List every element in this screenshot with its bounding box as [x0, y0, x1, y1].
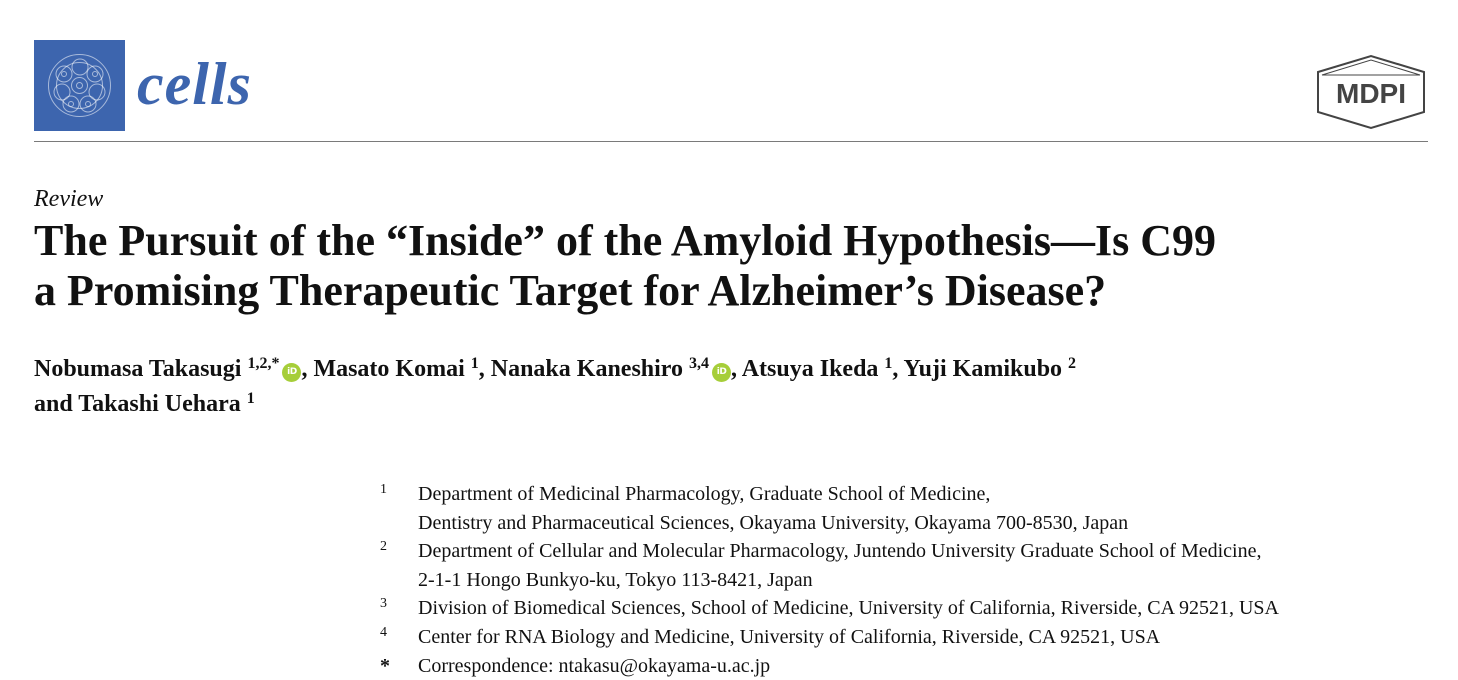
affiliation-line: Dentistry and Pharmaceutical Sciences, Okayama University, Okayama 700-8530, Japan [418, 511, 1129, 534]
affiliation-line: Center for RNA Biology and Medicine, University of California, Riverside, CA 92521, USA [418, 625, 1161, 648]
author-affiliation-marks: 1,2,* [247, 355, 280, 372]
author-separator: , [478, 356, 491, 382]
affiliation-line: Division of Biomedical Sciences, School of Medicine, University of California, Riverside, CA 92521, USA [418, 597, 1279, 620]
orcid-icon[interactable]: iD [282, 363, 301, 382]
title-line-1: The Pursuit of the “Inside” of the Amyloid Hypothesis—Is C99 [34, 216, 1217, 265]
author-separator: , [892, 356, 904, 382]
author-list [34, 352, 1434, 422]
affiliation-marker: 3 [380, 596, 387, 612]
affiliation-marker: 2 [380, 539, 387, 555]
author[interactable]: Masato Komai $^1$ [313, 355, 479, 382]
publisher-logo [1314, 54, 1428, 130]
affiliation-item [380, 594, 1440, 623]
affiliation-marker: 4 [380, 624, 387, 640]
author-affiliation-marks: 2 [1068, 355, 1077, 372]
affiliation-list [380, 480, 1440, 680]
affiliation-line: Department of Medicinal Pharmacology, Graduate School of Medicine, [418, 483, 991, 505]
author[interactable]: Yuji Kamikubo $^2$ [903, 355, 1077, 382]
affiliation-item [380, 623, 1440, 652]
journal-name: cells [137, 51, 252, 117]
header-divider [34, 141, 1428, 142]
correspondence-email[interactable]: Correspondence: ntakasu@okayama-u.ac.jp [418, 654, 771, 677]
author-affiliation-marks: 3,4 [689, 355, 710, 372]
author-affiliation-marks: 1 [470, 355, 479, 372]
article-type: Review [34, 186, 104, 212]
author-separator: , [731, 356, 742, 382]
author[interactable]: Nobumasa Takasugi $^{1,2,*}$ iD [34, 356, 301, 382]
author-affiliation-marks: 1 [246, 390, 255, 407]
affiliation-item [380, 537, 1440, 594]
affiliation-marker: 1 [380, 482, 387, 497]
author[interactable]: and Takashi Uehara $^1$ [34, 390, 255, 417]
affiliation-line: 2-1-1 Hongo Bunkyo-ku, Tokyo 113-8421, Japan [418, 568, 813, 591]
affiliation-line: Department of Cellular and Molecular Pharmacology, Juntendo University Graduate School of Medicine, [418, 540, 1262, 563]
author-affiliation-marks: 1 [884, 355, 893, 372]
article-title [34, 216, 1434, 316]
author[interactable]: Atsuya Ikeda $^1$ [741, 355, 893, 382]
author-separator: , [301, 356, 314, 382]
affiliation-item [380, 480, 1440, 537]
orcid-icon[interactable]: iD [712, 363, 731, 382]
publisher-name: MDPI [1336, 78, 1406, 109]
journal-logo-icon [34, 40, 125, 131]
correspondence-marker: * [380, 654, 390, 677]
title-line-2: a Promising Therapeutic Target for Alzheimer’s Disease? [34, 266, 1107, 315]
author[interactable]: Nanaka Kaneshiro $^{3,4}$ iD [491, 356, 731, 382]
